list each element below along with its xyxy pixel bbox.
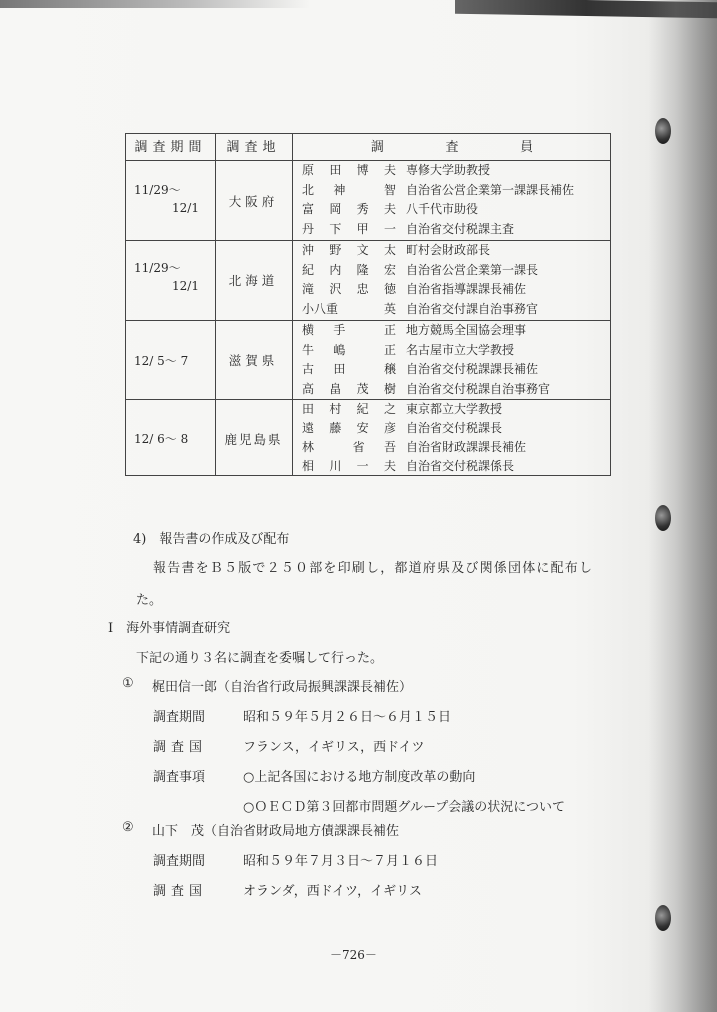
member-title: 自治省交付税課自治事務官 [406, 381, 551, 396]
survey-schedule-table [125, 133, 611, 476]
member-name: 田 村 紀 之 [302, 402, 396, 416]
table-header [126, 134, 610, 161]
table-row [292, 181, 612, 201]
member-title: 自治省公営企業第一課課長補佐 [406, 182, 575, 197]
member-name: 遠 藤 安 彦 [302, 421, 396, 435]
member-name: 北 神 智 [302, 182, 396, 197]
binding-ring [655, 505, 671, 531]
period-cell: 12/ 5〜 7 [134, 353, 189, 368]
person2-country-value: オランダ，西ドイツ，イギリス [243, 884, 422, 899]
item4-heading: 4) 報告書の作成及び配布 [133, 532, 290, 547]
header-period: 調査期間 [134, 140, 207, 155]
section-heading: Ⅰ 海外事情調査研究 [108, 621, 231, 636]
member-title: 東京都立大学教授 [406, 402, 503, 416]
person1-country-value: フランス，イギリス，西ドイツ [243, 740, 425, 755]
page-number: －726－ [330, 948, 377, 962]
table-row [292, 341, 612, 361]
person1-period-label: 調査期間 [153, 710, 206, 725]
member-title: 自治省交付税課主査 [406, 221, 515, 236]
member-title: 自治省交付課自治事務官 [406, 301, 539, 316]
member-name: 林 省 吾 [302, 440, 396, 454]
member-title: 地方競馬全国協会理事 [406, 323, 527, 337]
member-name: 富 岡 秀 夫 [302, 202, 396, 216]
member-title: 自治省指導課課長補佐 [406, 282, 527, 296]
member-name: 小八重 英 [302, 301, 396, 316]
table-row [292, 280, 612, 300]
place-cell: 大阪府 [228, 193, 279, 209]
table-row [292, 241, 612, 261]
table-row [292, 200, 612, 220]
section-intro: 下記の通り３名に調査を委嘱して行った。 [136, 651, 384, 666]
binding-ring [655, 905, 671, 931]
member-title: 自治省交付税課課長補佐 [406, 362, 539, 376]
person1-period-value: 昭和５９年５月２６日〜６月１５日 [243, 710, 452, 725]
scan-edge-shadow [0, 0, 310, 8]
person2-country-label: 調査国 [153, 884, 208, 899]
binding-ring [655, 118, 671, 144]
member-name: 紀 内 隆 宏 [302, 262, 396, 277]
table-row [292, 438, 612, 458]
person2-heading: 山下 茂（自治省財政局地方債課課長補佐 [152, 824, 400, 839]
person2-period-label: 調査期間 [153, 854, 206, 869]
table-group-kagoshima [126, 400, 610, 477]
person1-topic-1: ○上記各国における地方制度改革の動向 [243, 770, 476, 785]
header-members: 調 査 員 [370, 140, 534, 155]
table-row [292, 400, 612, 420]
person2-period-value: 昭和５９年７月３日〜７月１６日 [243, 854, 439, 869]
member-title: 専修大学助教授 [406, 163, 491, 177]
table-row [292, 457, 612, 477]
period-cell: 12/ 6〜 8 [134, 432, 189, 446]
period-cell: 11/29〜 12/1 [134, 183, 199, 215]
table-row [292, 300, 612, 320]
person1-country-label: 調査国 [153, 740, 208, 755]
table-row [292, 161, 612, 181]
member-title: 町村会財政部長 [406, 243, 491, 257]
table-group-osaka [126, 161, 610, 240]
table-row [292, 261, 612, 281]
person2-marker: ② [122, 820, 134, 835]
member-name: 古 田 穣 [302, 362, 396, 376]
person1-topic-label: 調査事項 [153, 770, 206, 785]
table-group-shiga [126, 321, 610, 399]
table-row [292, 321, 612, 341]
member-title: 名古屋市立大学教授 [406, 342, 515, 357]
member-name: 高 畠 茂 樹 [302, 381, 396, 396]
place-cell: 滋賀県 [228, 353, 279, 368]
member-name: 沖 野 文 太 [302, 243, 396, 257]
person1-marker: ① [122, 676, 134, 691]
member-title: 八千代市助役 [406, 202, 479, 216]
member-name: 原 田 博 夫 [302, 163, 396, 177]
table-row [292, 419, 612, 439]
member-name: 相 川 一 夫 [302, 459, 396, 473]
member-title: 自治省交付税課長 [406, 421, 503, 435]
table-group-hokkaido [126, 241, 610, 319]
item4-text-line1: 報告書をＢ５版で２５０部を印刷し，都道府県及び関係団体に配布し [153, 561, 594, 576]
header-place: 調査地 [226, 140, 281, 155]
item4-text-line2: た。 [136, 593, 163, 608]
person1-topic-2: ○ＯＥＣＤ第３回都市問題グループ会議の状況について [243, 800, 566, 815]
member-title: 自治省公営企業第一課長 [406, 262, 539, 277]
table-row [292, 360, 612, 380]
member-name: 滝 沢 忠 徳 [302, 282, 396, 296]
period-cell: 11/29〜 12/1 [134, 261, 199, 293]
table-row [292, 380, 612, 400]
member-name: 丹 下 甲 一 [302, 221, 396, 236]
member-title: 自治省交付税課係長 [406, 459, 515, 473]
place-cell: 北海道 [228, 273, 279, 288]
person1-heading: 梶田信一郎（自治省行政局振興課課長補佐） [152, 680, 413, 695]
member-name: 牛 嶋 正 [302, 342, 396, 357]
member-title: 自治省財政課課長補佐 [406, 440, 527, 454]
place-cell: 鹿児島県 [224, 431, 283, 447]
table-row [292, 220, 612, 240]
member-name: 横 手 正 [302, 323, 396, 337]
